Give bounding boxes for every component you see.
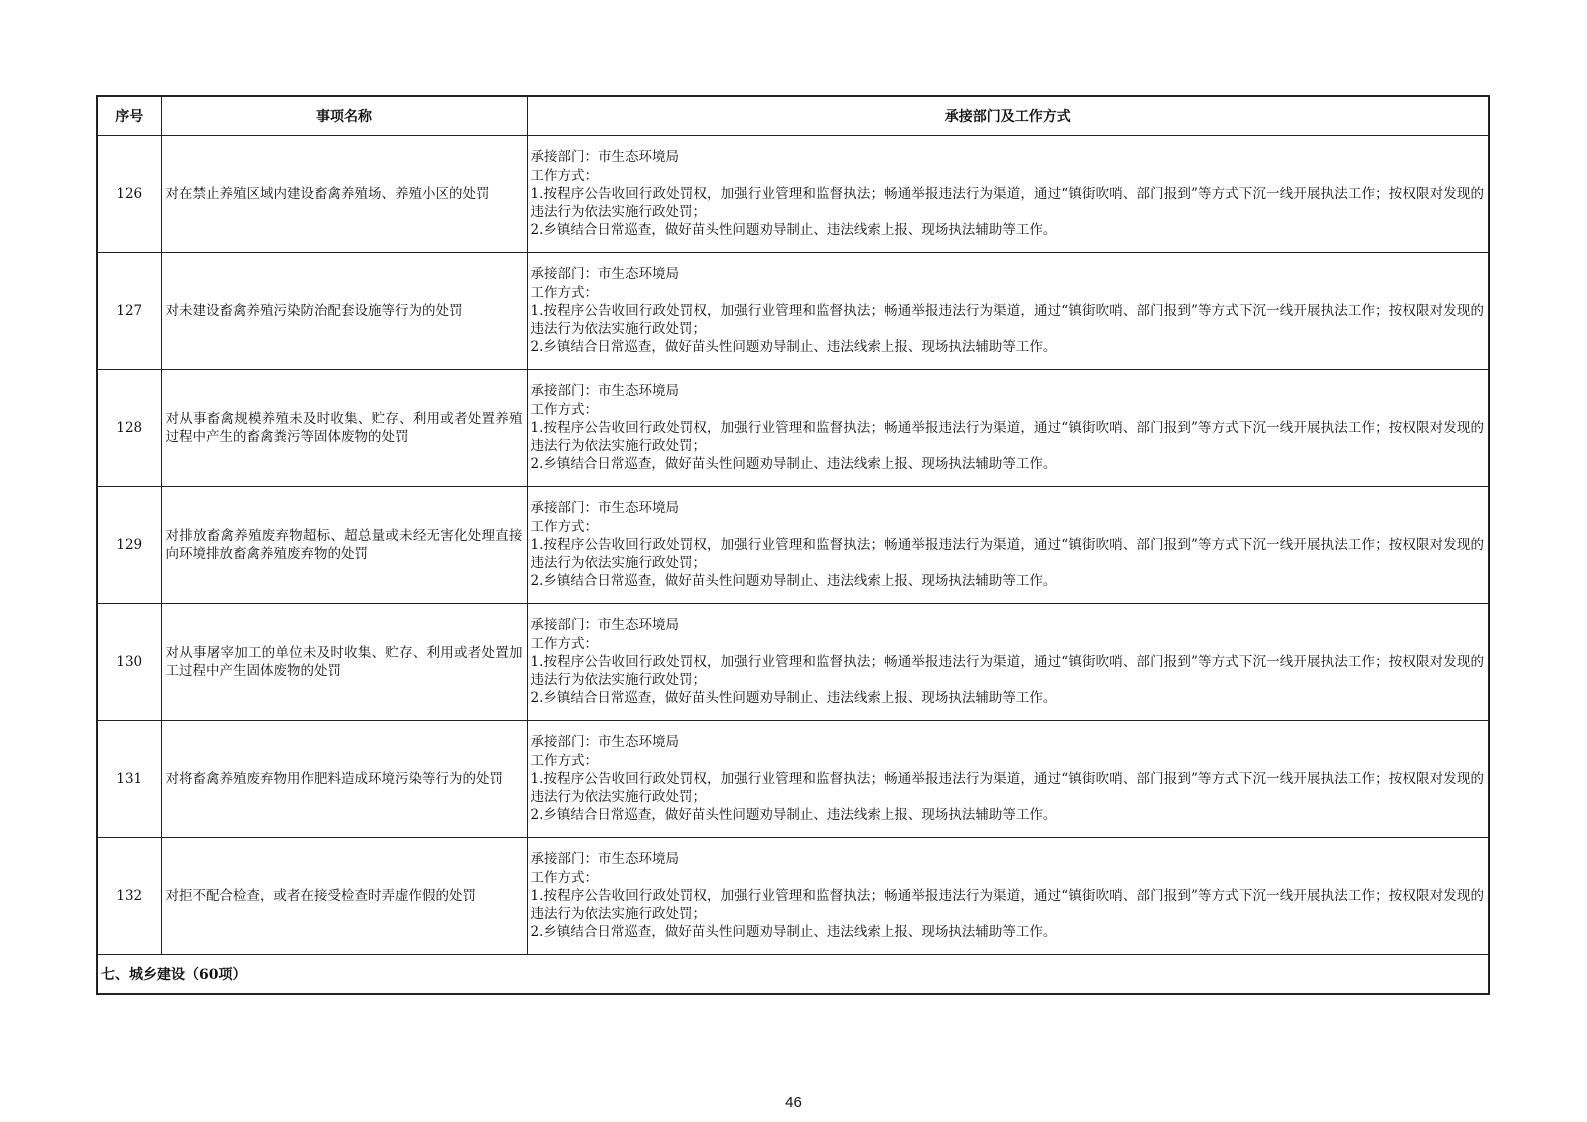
row-work-mode-label: 工作方式： [530, 869, 598, 886]
row-method-item-1: 1.按程序公告收回行政处罚权，加强行业管理和监督执法；畅通举报违法行为渠道，通过“镇街吹哨、部门报到”等方式下沉一线开展执法工作；按权限对发现的违法行为依法实施行政处罚； [530, 653, 1484, 689]
header-item-name: 事项名称 [161, 96, 527, 136]
row-item-name: 对从事畜禽规模养殖未及时收集、贮存、利用或者处置养殖过程中产生的畜禽粪污等固体废物的处罚 [161, 370, 527, 487]
row-method-cell [527, 370, 1489, 487]
row-department: 承接部门：市生态环境局 [530, 383, 679, 400]
row-method-cell [527, 136, 1489, 253]
row-department: 承接部门：市生态环境局 [530, 617, 679, 634]
row-method-item-2: 2.乡镇结合日常巡查，做好苗头性问题劝导制止、违法线索上报、现场执法辅助等工作。 [530, 339, 1057, 356]
row-item-name: 对未建设畜禽养殖污染防治配套设施等行为的处罚 [161, 253, 527, 370]
document-table [96, 95, 1490, 995]
row-method-item-2: 2.乡镇结合日常巡查，做好苗头性问题劝导制止、违法线索上报、现场执法辅助等工作。 [530, 456, 1057, 473]
row-work-mode-label: 工作方式： [530, 284, 598, 301]
table-row [97, 487, 1489, 604]
row-method-cell [527, 253, 1489, 370]
row-work-mode-label: 工作方式： [530, 167, 598, 184]
header-serial-number: 序号 [97, 96, 161, 136]
row-method-item-1: 1.按程序公告收回行政处罚权，加强行业管理和监督执法；畅通举报违法行为渠道，通过“镇街吹哨、部门报到”等方式下沉一线开展执法工作；按权限对发现的违法行为依法实施行政处罚； [530, 419, 1484, 455]
row-work-mode-label: 工作方式： [530, 752, 598, 769]
row-serial-number: 129 [97, 487, 161, 604]
table-row [97, 604, 1489, 721]
table-row [97, 136, 1489, 253]
row-department: 承接部门：市生态环境局 [530, 266, 679, 283]
row-item-name: 对排放畜禽养殖废弃物超标、超总量或未经无害化处理直接向环境排放畜禽养殖废弃物的处罚 [161, 487, 527, 604]
row-method-item-1: 1.按程序公告收回行政处罚权，加强行业管理和监督执法；畅通举报违法行为渠道，通过“镇街吹哨、部门报到”等方式下沉一线开展执法工作；按权限对发现的违法行为依法实施行政处罚； [530, 887, 1484, 923]
row-department: 承接部门：市生态环境局 [530, 149, 679, 166]
row-method-cell [527, 604, 1489, 721]
row-serial-number: 128 [97, 370, 161, 487]
row-serial-number: 130 [97, 604, 161, 721]
table-row [97, 253, 1489, 370]
row-item-name: 对从事屠宰加工的单位未及时收集、贮存、利用或者处置加工过程中产生固体废物的处罚 [161, 604, 527, 721]
table-row [97, 838, 1489, 955]
section-heading-row [97, 955, 1489, 995]
row-department: 承接部门：市生态环境局 [530, 500, 679, 517]
row-department: 承接部门：市生态环境局 [530, 734, 679, 751]
table-row [97, 370, 1489, 487]
row-method-cell [527, 838, 1489, 955]
row-work-mode-label: 工作方式： [530, 635, 598, 652]
row-serial-number: 126 [97, 136, 161, 253]
row-method-item-1: 1.按程序公告收回行政处罚权，加强行业管理和监督执法；畅通举报违法行为渠道，通过“镇街吹哨、部门报到”等方式下沉一线开展执法工作；按权限对发现的违法行为依法实施行政处罚； [530, 770, 1484, 806]
section-heading: 七、城乡建设（60项） [97, 955, 1489, 995]
row-method-item-1: 1.按程序公告收回行政处罚权，加强行业管理和监督执法；畅通举报违法行为渠道，通过“镇街吹哨、部门报到”等方式下沉一线开展执法工作；按权限对发现的违法行为依法实施行政处罚； [530, 302, 1484, 338]
table-header-row [97, 96, 1489, 136]
row-item-name: 对在禁止养殖区域内建设畜禽养殖场、养殖小区的处罚 [161, 136, 527, 253]
row-serial-number: 131 [97, 721, 161, 838]
row-method-item-1: 1.按程序公告收回行政处罚权，加强行业管理和监督执法；畅通举报违法行为渠道，通过“镇街吹哨、部门报到”等方式下沉一线开展执法工作；按权限对发现的违法行为依法实施行政处罚； [530, 536, 1484, 572]
row-method-item-1: 1.按程序公告收回行政处罚权，加强行业管理和监督执法；畅通举报违法行为渠道，通过“镇街吹哨、部门报到”等方式下沉一线开展执法工作；按权限对发现的违法行为依法实施行政处罚； [530, 185, 1484, 221]
row-method-item-2: 2.乡镇结合日常巡查，做好苗头性问题劝导制止、违法线索上报、现场执法辅助等工作。 [530, 690, 1057, 707]
row-work-mode-label: 工作方式： [530, 401, 598, 418]
row-item-name: 对将畜禽养殖废弃物用作肥料造成环境污染等行为的处罚 [161, 721, 527, 838]
header-department-method: 承接部门及工作方式 [527, 96, 1489, 136]
row-method-item-2: 2.乡镇结合日常巡查，做好苗头性问题劝导制止、违法线索上报、现场执法辅助等工作。 [530, 573, 1057, 590]
row-method-item-2: 2.乡镇结合日常巡查，做好苗头性问题劝导制止、违法线索上报、现场执法辅助等工作。 [530, 924, 1057, 941]
row-department: 承接部门：市生态环境局 [530, 851, 679, 868]
row-method-cell [527, 721, 1489, 838]
row-serial-number: 132 [97, 838, 161, 955]
page-number: 46 [785, 1094, 802, 1111]
row-method-item-2: 2.乡镇结合日常巡查，做好苗头性问题劝导制止、违法线索上报、现场执法辅助等工作。 [530, 807, 1057, 824]
row-item-name: 对拒不配合检查，或者在接受检查时弄虚作假的处罚 [161, 838, 527, 955]
row-work-mode-label: 工作方式： [530, 518, 598, 535]
row-method-item-2: 2.乡镇结合日常巡查，做好苗头性问题劝导制止、违法线索上报、现场执法辅助等工作。 [530, 222, 1057, 239]
row-serial-number: 127 [97, 253, 161, 370]
row-method-cell [527, 487, 1489, 604]
table-row [97, 721, 1489, 838]
